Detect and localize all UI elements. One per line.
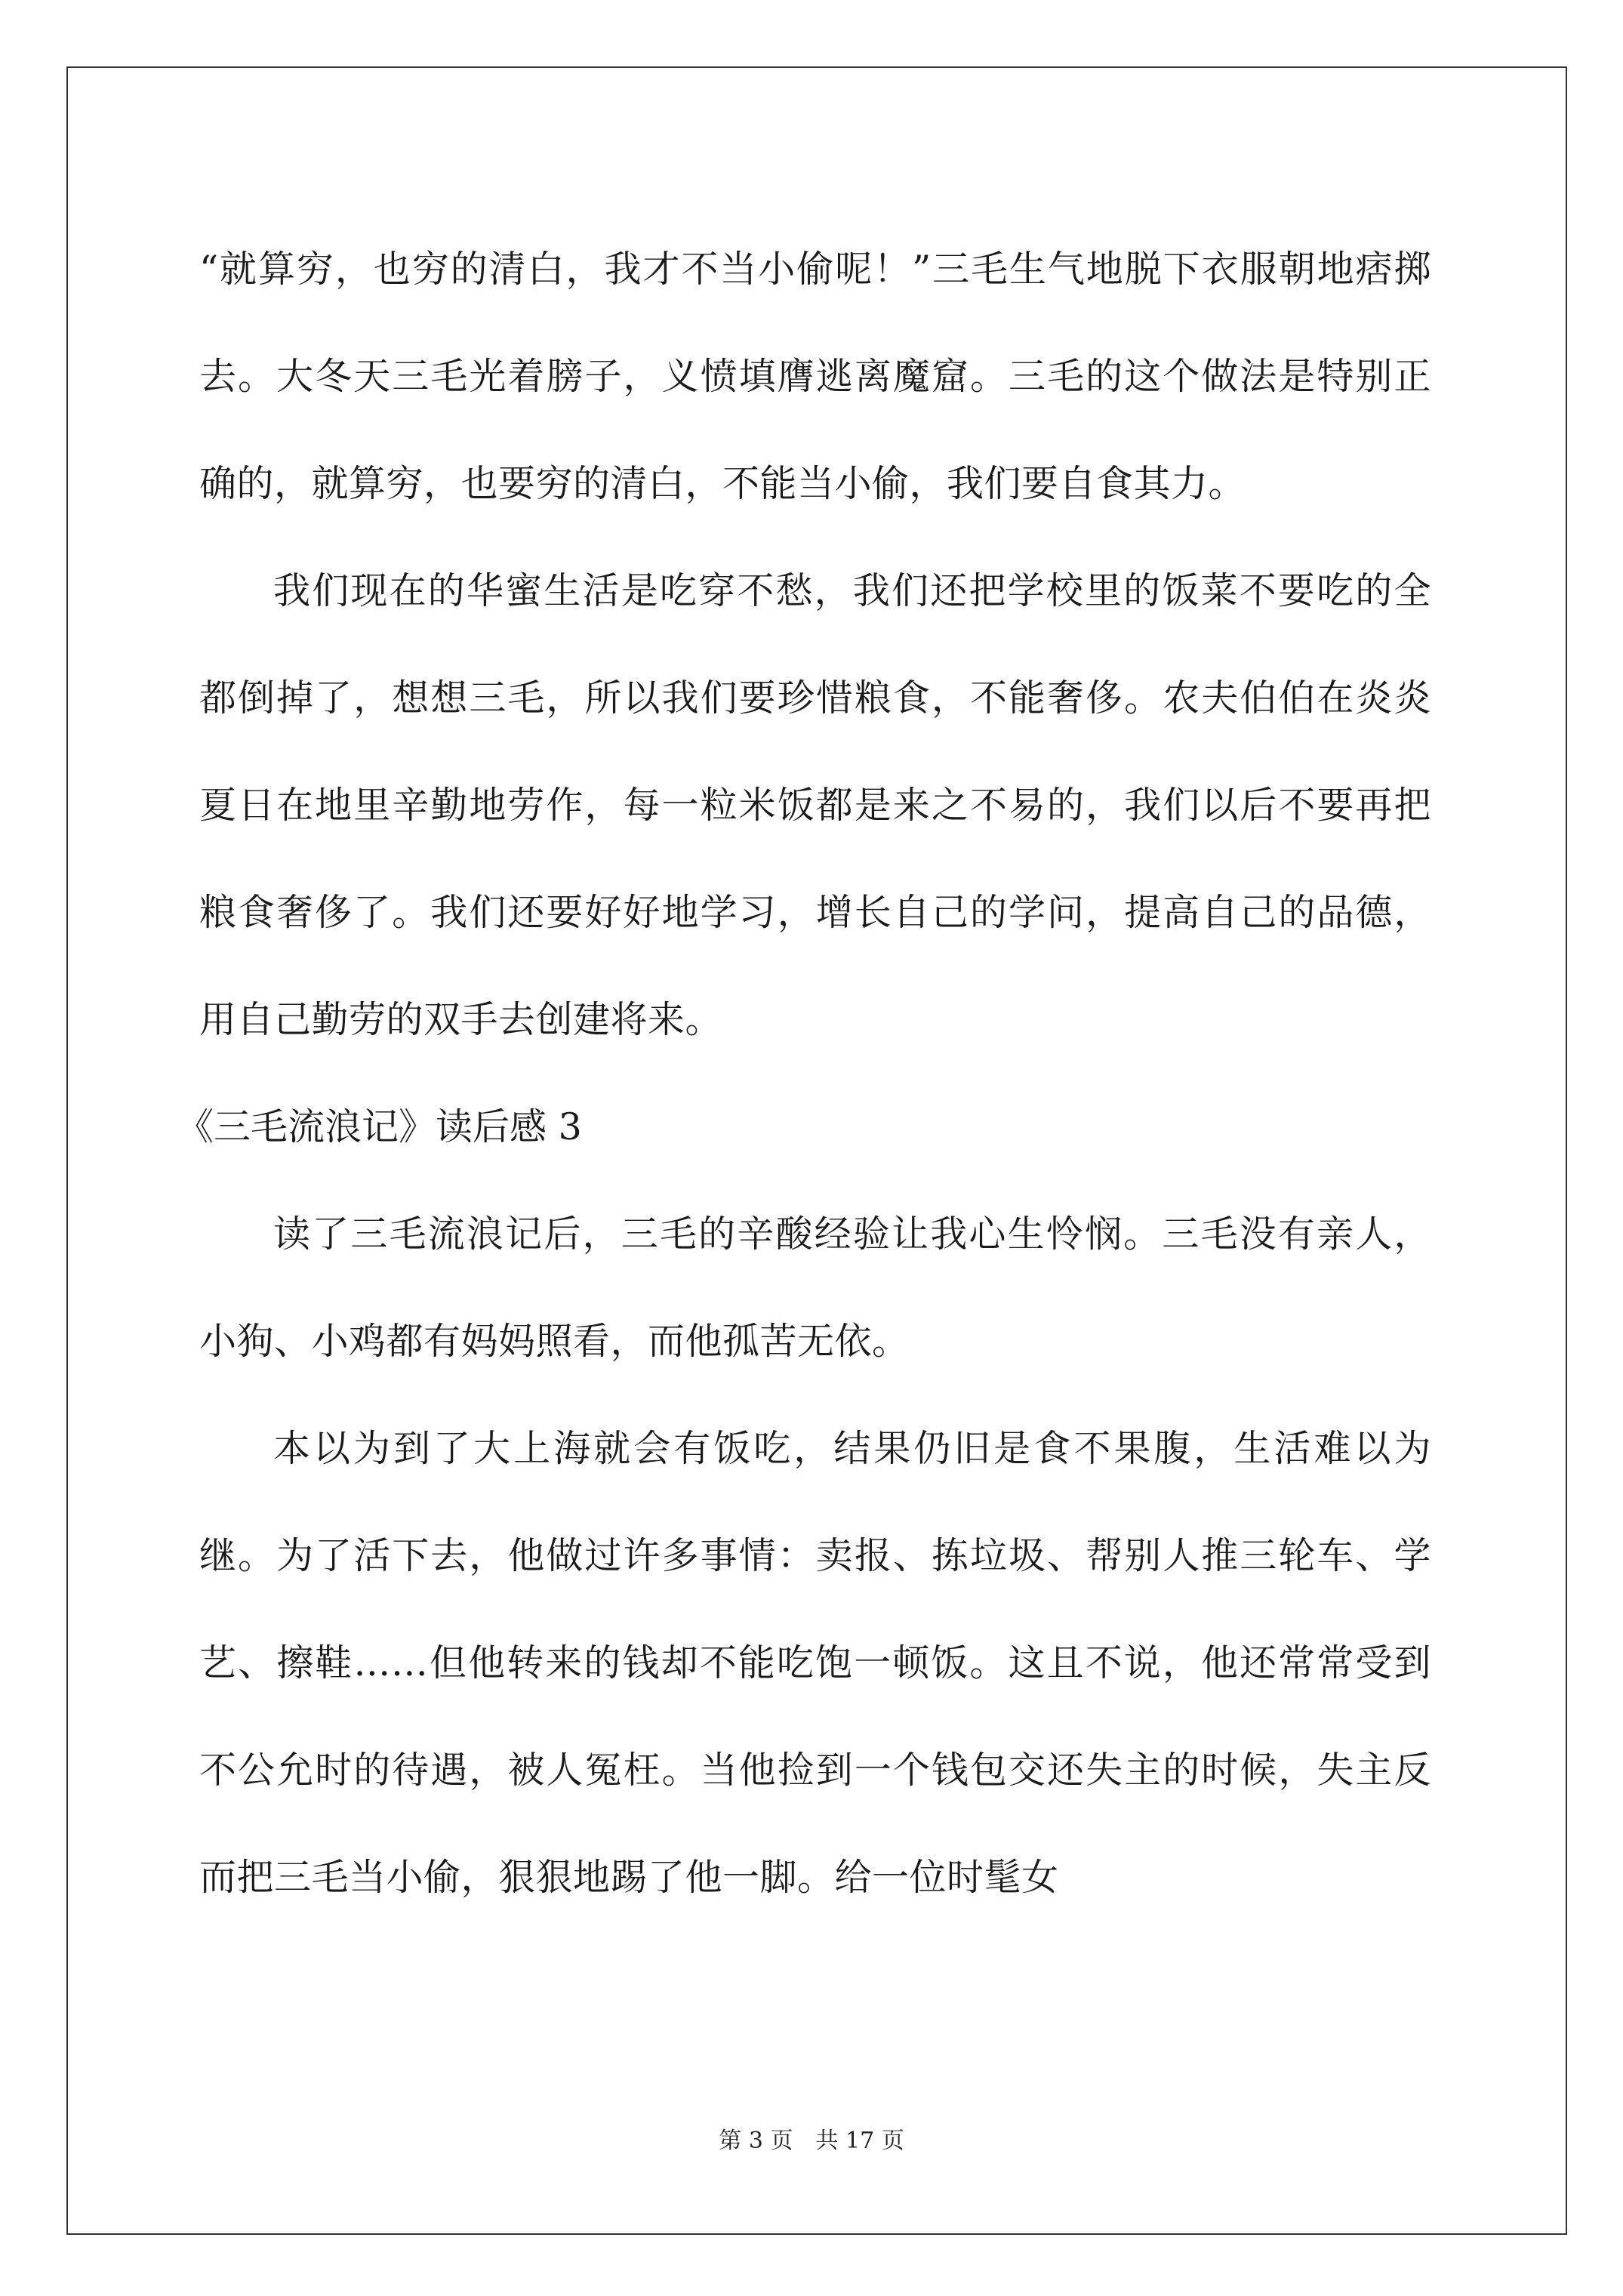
section-paragraph-1: 读了三毛流浪记后，三毛的辛酸经验让我心生怜悯。三毛没有亲人，小狗、小鸡都有妈妈照看，而他孤苦无依。 [199,1213,1431,1363]
section-paragraph-2: 本以为到了大上海就会有饭吃，结果仍旧是食不果腹，生活难以为继。为了活下去，他做过许多事情：卖报、拣垃圾、帮别人推三轮车、学艺、擦鞋……但他转来的钱却不能吃饱一顿饭。这且不说，他还常常受到不公允时的待遇，被人冤枉。当他捡到一个钱包交还失主的时候，失主反而把三毛当小偷，狠狠地踢了他一脚。给一位时髦女 [199,1427,1431,1899]
section-heading: 《三毛流浪记》读后感 3 [177,1105,582,1148]
paragraph-1: “就算穷，也穷的清白，我才不当小偷呢！”三毛生气地脱下衣服朝地痞掷去。大冬天三毛光着膀子，义愤填膺逃离魔窟。三毛的这个做法是特别正确的，就算穷，也要穷的清白，不能当小偷，我们要自食其力。 [199,248,1431,505]
page-footer: 第 3 页 共 17 页 [719,2128,904,2154]
document-body [177,216,1431,1931]
paragraph-2: 我们现在的华蜜生活是吃穿不愁，我们还把学校里的饭菜不要吃的全都倒掉了，想想三毛，所以我们要珍惜粮食，不能奢侈。农夫伯伯在炎炎夏日在地里辛勤地劳作，每一粒米饭都是来之不易的，我们以后不要再把粮食奢侈了。我们还要好好地学习，增长自己的学问，提高自己的品德，用自己勤劳的双手去创建将来。 [199,569,1431,1041]
